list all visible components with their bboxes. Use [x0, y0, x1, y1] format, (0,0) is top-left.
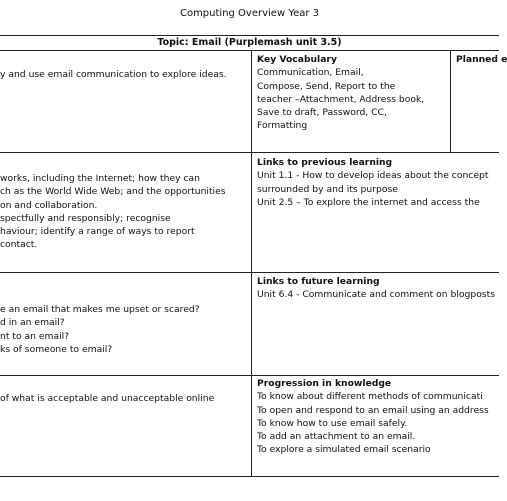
- links-future-cell: [257, 275, 499, 302]
- text-line: Unit 1.1 - How to develop ideas about the concept: [257, 170, 489, 182]
- text-line: Communication, Email,: [257, 67, 364, 79]
- text-line: To know how to use email safely.: [257, 417, 408, 429]
- text-line: contact.: [0, 239, 38, 251]
- text-line: Save to draft, Password, CC,: [257, 107, 387, 119]
- key-vocabulary-heading: Key Vocabulary: [257, 54, 337, 65]
- table-top-border: [0, 35, 499, 36]
- topic-heading: Topic: Email (Purplemash unit 3.5): [157, 37, 342, 48]
- page-title: Computing Overview Year 3: [179, 8, 320, 19]
- text-line: of what is acceptable and unacceptable online: [0, 393, 215, 404]
- text-line: y and use email communication to explore ideas.: [0, 69, 227, 80]
- links-future-heading: Links to future learning: [257, 276, 380, 287]
- text-line: To explore a simulated email scenario: [257, 444, 431, 456]
- text-line: Compose, Send, Report to the: [257, 80, 396, 92]
- row2-bottom-border: [0, 272, 499, 273]
- column-divider: [251, 50, 252, 477]
- text-line: ks of someone to email?: [0, 343, 113, 355]
- row4-left-text: [0, 392, 249, 405]
- text-line: ch as the World Wide Web; and the opportunities: [0, 186, 226, 198]
- text-line: haviour; identify a range of ways to report: [0, 226, 195, 238]
- text-line: nt to an email?: [0, 330, 70, 342]
- text-line: works, including the Internet; how they can: [0, 173, 200, 184]
- key-vocabulary-cell: [257, 53, 447, 133]
- text-line: e an email that makes me upset or scared?: [0, 304, 200, 315]
- text-line: surrounded by and its purpose: [257, 183, 398, 195]
- text-line: teacher –Attachment, Address book,: [257, 93, 425, 105]
- table-bottom-border: [0, 476, 499, 477]
- row3-bottom-border: [0, 375, 499, 376]
- topic-row-border: [0, 50, 499, 51]
- text-line: on and collaboration.: [0, 199, 98, 211]
- text-line: d in an email?: [0, 317, 65, 329]
- text-line: Unit 2.5 – To explore the internet and access the: [257, 196, 480, 208]
- text-line: spectfully and responsibly; recognise: [0, 212, 171, 224]
- row1-left-text: [0, 68, 249, 81]
- text-line: Formatting: [257, 120, 308, 132]
- planned-heading: Planned e: [456, 54, 507, 65]
- text-line: Unit 6.4 - Communicate and comment on blogposts: [257, 289, 495, 301]
- links-previous-cell: [257, 156, 499, 209]
- text-line: To add an attachment to an email.: [257, 431, 416, 443]
- links-previous-heading: Links to previous learning: [257, 157, 393, 168]
- row1-bottom-border: [0, 152, 499, 153]
- row3-left-text: [0, 303, 249, 356]
- row2-left-text: [0, 172, 249, 252]
- progression-cell: [257, 377, 499, 457]
- text-line: To open and respond to an email using an address: [257, 404, 489, 416]
- text-line: To know about different methods of communicati: [257, 391, 483, 403]
- progression-heading: Progression in knowledge: [257, 378, 392, 389]
- planned-column-divider: [450, 50, 451, 153]
